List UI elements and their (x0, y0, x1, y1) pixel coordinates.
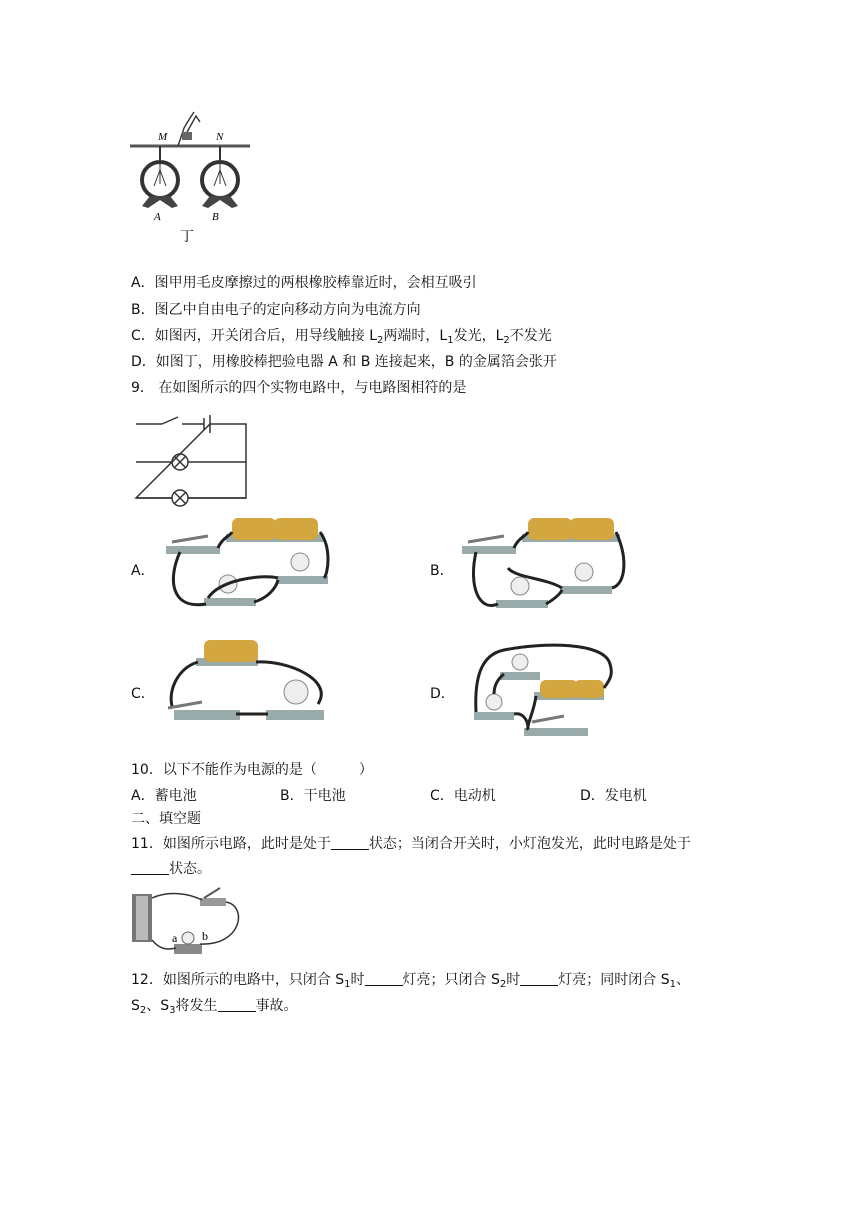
label-m: M (158, 131, 168, 143)
label-b: B (212, 211, 219, 223)
q9-option-d: D． (430, 686, 455, 702)
q10-option-b: B．干电池 (280, 788, 346, 804)
q10-stem: 10．以下不能作为电源的是（ ） (131, 762, 373, 778)
label-a: A (154, 211, 161, 223)
q11-blank-1[interactable] (331, 835, 369, 850)
circuit-photo-b (456, 518, 626, 623)
q12-blank-2[interactable] (520, 971, 558, 986)
q10-option-a: A．蓄电池 (131, 788, 197, 804)
q9-option-c: C． (131, 686, 155, 702)
q11-line2: 状态。 (131, 859, 211, 879)
q11-line1: 11．如图所示电路，此时是处于 状态；当闭合开关时，小灯泡发光，此时电路是处于 (131, 836, 691, 852)
circuit-photo-c (158, 640, 333, 740)
circuit-photo-d (464, 642, 624, 742)
circuit-diagram (134, 414, 254, 504)
q8-option-a: A．图甲用毛皮摩擦过的两根橡胶棒靠近时，会相互吸引 (131, 275, 477, 291)
label-a-terminal: a (172, 931, 178, 945)
label-n: N (216, 131, 224, 143)
q11-blank-2[interactable] (131, 860, 169, 875)
q9-option-b: B． (430, 563, 454, 579)
q8-option-c: C．如图丙，开关闭合后，用导线触接 $L_2$两端时，$L_1$发光，$L_2$不发光 (131, 328, 552, 346)
q12-blank-1[interactable] (365, 971, 403, 986)
q8-option-d: D．如图丁，用橡胶棒把验电器 A 和 B 连接起来，B 的金属箔会张开 (131, 354, 557, 370)
figure-caption: 丁 (180, 229, 194, 245)
q12-line1: 12．如图所示的电路中，只闭合 $S_1$时 灯亮；只闭合 $S_2$时 灯亮；同时闭合 $S_1$、 (131, 972, 690, 990)
q10-option-d: D．发电机 (580, 788, 647, 804)
label-b-terminal: b (202, 929, 208, 943)
q12-blank-3[interactable] (218, 997, 256, 1012)
section-heading: 二、填空题 (131, 811, 201, 827)
simple-circuit-figure (130, 884, 245, 959)
q9-option-a: A． (131, 563, 155, 579)
electroscope-figure (128, 108, 258, 245)
q12-line2: $S_2$、$S_3$将发生 事故。 (131, 998, 298, 1016)
q10-option-c: C．电动机 (430, 788, 496, 804)
q8-option-b: B．图乙中自由电子的定向移动方向为电流方向 (131, 302, 421, 318)
circuit-photo-a (160, 518, 330, 618)
q9-stem: 9． 在如图所示的四个实物电路中，与电路图相符的是 (131, 380, 467, 396)
